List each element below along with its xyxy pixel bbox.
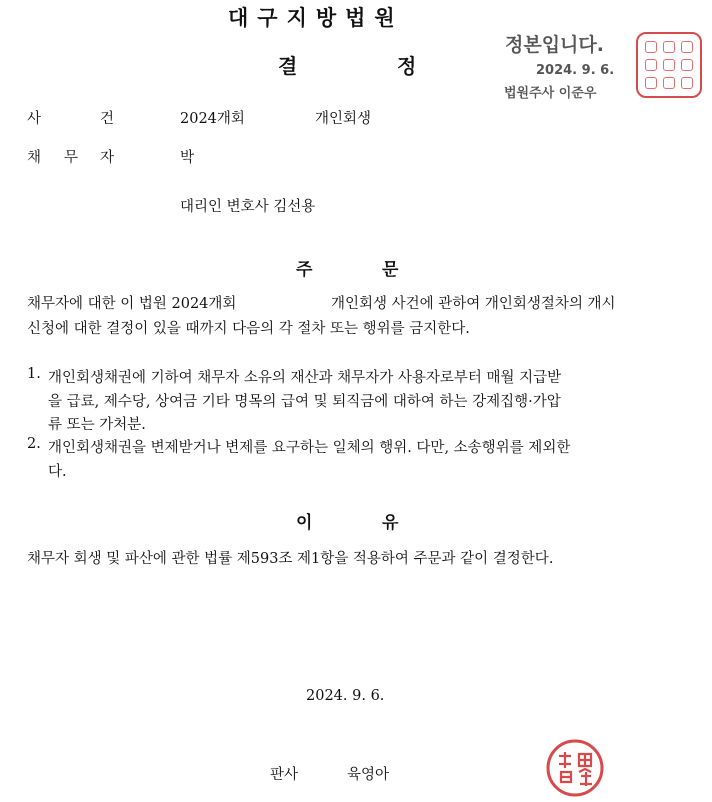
order-item2-number: 2.	[27, 436, 41, 452]
case-number: 2024개회	[180, 111, 245, 127]
decision-date: 2024. 9. 6.	[306, 688, 385, 704]
order-intro-line1-a: 채무자에 대한 이 법원 2024개회	[27, 296, 237, 312]
debtor-agent: 대리인 변호사 김선용	[180, 199, 316, 215]
judge-name: 육영아	[347, 767, 390, 783]
judge-title: 판사	[270, 767, 299, 783]
order-item1-line2: 을 급료, 제수당, 상여금 기타 명목의 급여 및 퇴직금에 대하여 하는 강제집행·가압	[48, 394, 561, 410]
court-seal-icon	[636, 32, 702, 98]
order-item1-line1: 개인회생채권에 기하여 채무자 소유의 재산과 채무자가 사용자로부터 매월 지급받	[48, 370, 562, 386]
order-item1-number: 1.	[27, 366, 41, 382]
certification-text: 정본입니다.	[505, 34, 604, 56]
case-label-char-2: 건	[100, 111, 115, 127]
document-title-right: 정	[397, 54, 417, 78]
order-item1-line3: 류 또는 가처분.	[48, 417, 146, 433]
order-intro-line2: 신청에 대한 결정이 있을 때까지 다음의 각 절차 또는 행위를 금지한다.	[27, 321, 470, 337]
case-name: 개인회생	[315, 111, 372, 127]
court-name: 대구지방법원	[228, 6, 404, 30]
reason-text: 채무자 회생 및 파산에 관한 법률 제593조 제1항을 적용하여 주문과 같이 결정한다.	[27, 551, 554, 567]
reason-heading-left: 이	[296, 513, 313, 533]
debtor-label-char-2: 무	[64, 150, 79, 166]
document-title-left: 결	[278, 54, 298, 78]
certification-date: 2024. 9. 6.	[536, 63, 615, 78]
debtor-label-char-1: 채	[27, 150, 42, 166]
case-label-char-1: 사	[27, 111, 42, 127]
order-heading-left: 주	[296, 260, 313, 280]
order-item2-line2: 다.	[48, 464, 67, 480]
order-intro-line1-b: 개인회생 사건에 관하여 개인회생절차의 개시	[331, 296, 616, 312]
order-item2-line1: 개인회생채권을 변제받거나 변제를 요구하는 일체의 행위. 다만, 소송행위를 제외한	[48, 440, 571, 456]
judge-seal-icon	[545, 738, 605, 798]
certification-clerk: 법원주사 이준우	[504, 86, 597, 101]
reason-heading-right: 유	[382, 513, 399, 533]
debtor-name: 박	[180, 150, 195, 166]
order-heading-right: 문	[382, 260, 399, 280]
debtor-label-char-3: 자	[100, 150, 115, 166]
